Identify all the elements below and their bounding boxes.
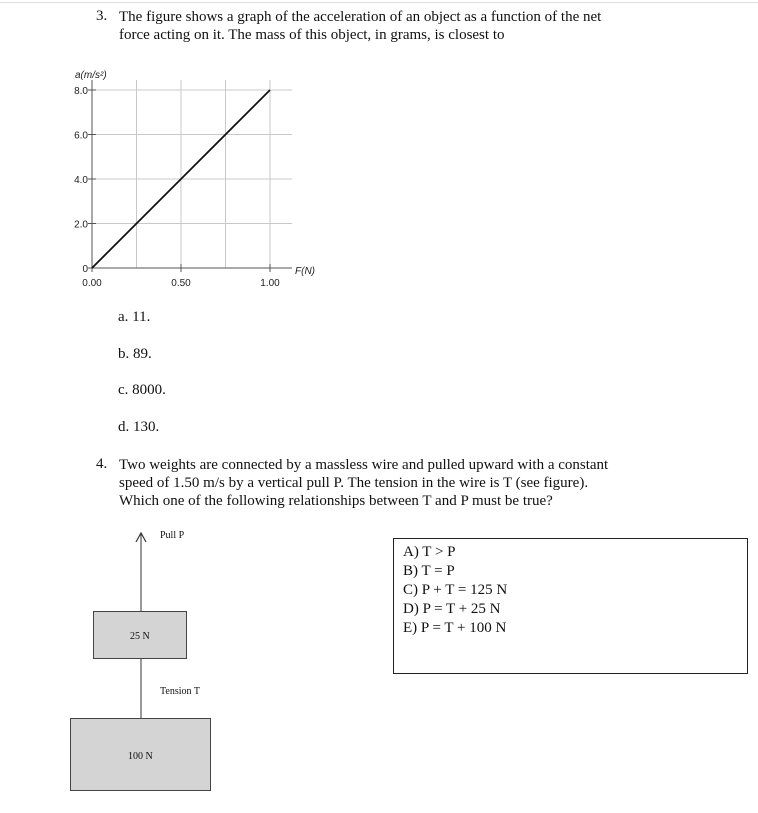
question-4-line-1: Two weights are connected by a massless wire and pulled upward with a constant [119,457,609,473]
answer-option-d[interactable]: D) P = T + 25 N [403,601,501,617]
y-axis-label: a(m/s²) [75,70,107,81]
question-3-line-2: force acting on it. The mass of this object, in grams, is closest to [119,27,505,43]
choice-c[interactable]: c. 8000. [118,382,166,398]
question-4-text [119,456,739,510]
upper-weight-label: 25 N [130,631,150,642]
x-tick-label: 0.50 [171,278,191,289]
acceleration-force-chart [0,0,330,300]
chart-grid [92,80,292,268]
question-4-line-2: speed of 1.50 m/s by a vertical pull P. The tension in the wire is T (see figure). [119,475,589,491]
answer-option-c[interactable]: C) P + T = 125 N [403,582,508,598]
y-tick-label: 4.0 [74,175,88,186]
chart-axes [92,80,292,268]
choice-a[interactable]: a. 11. [118,309,151,325]
y-tick-label: 0 [82,264,88,275]
question-3-number: 3. [96,8,108,24]
answer-option-b[interactable]: B) T = P [403,563,455,579]
tension-label: Tension T [160,686,200,697]
question-3-line-1: The figure shows a graph of the acceleration of an object as a function of the net [119,9,602,25]
question-4-number: 4. [96,456,108,472]
x-tick-label: 0.00 [82,278,102,289]
choice-b[interactable]: b. 89. [118,346,152,362]
question-4-line-3: Which one of the following relationships between T and P must be true? [119,493,553,509]
answer-option-a[interactable]: A) T > P [403,544,456,560]
y-tick-label: 6.0 [74,130,88,142]
y-tick-label: 8.0 [74,86,88,97]
lower-weight-label: 100 N [128,751,153,762]
answer-options-box [393,538,748,674]
choice-d[interactable]: d. 130. [118,419,160,435]
pull-label: Pull P [160,530,185,541]
y-tick-label: 2.0 [74,219,88,231]
upper-weight-block [93,611,187,659]
x-tick-label: 1.00 [260,278,280,289]
x-axis-label: F(N) [295,266,315,277]
answer-option-e[interactable]: E) P = T + 100 N [403,620,507,636]
lower-weight-block [70,718,211,791]
